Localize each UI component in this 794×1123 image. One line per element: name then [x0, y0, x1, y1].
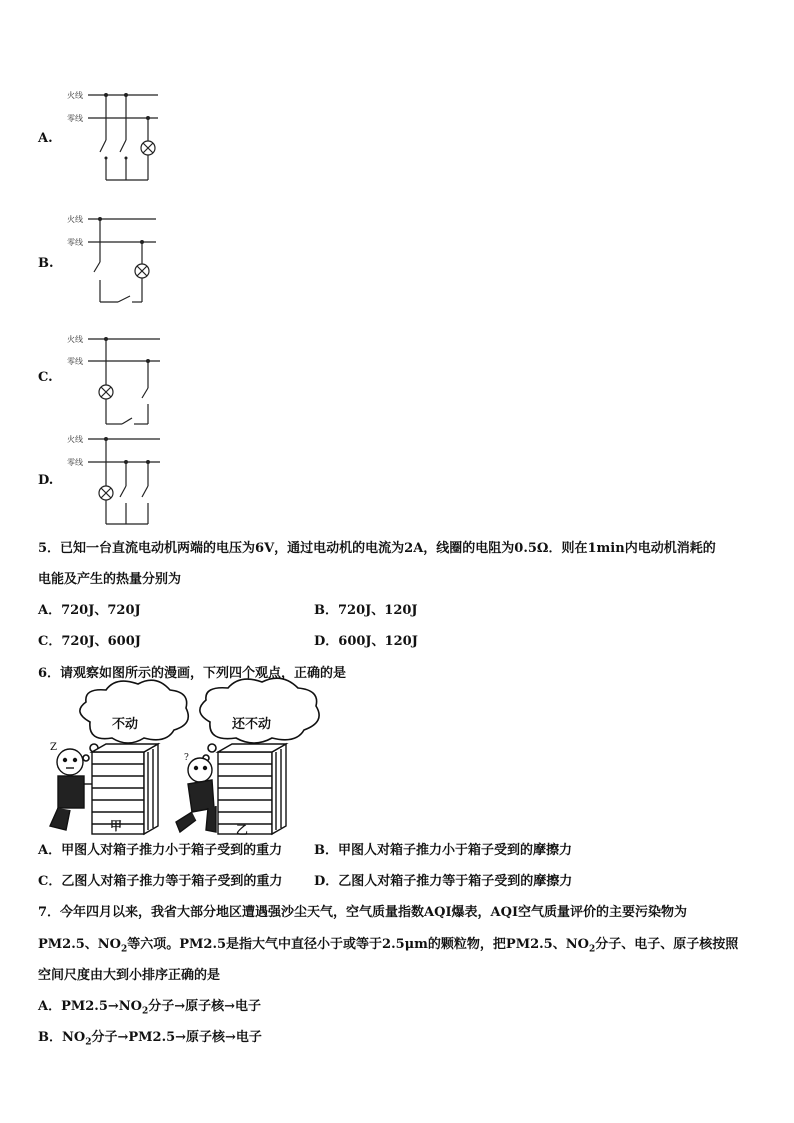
panel-label-jia: 甲 — [110, 819, 123, 833]
q7-line2-part2: 等六项。PM2.5是指大气中直径小于或等于2.5μm的颗粒物，把PM2.5、NO — [127, 937, 589, 952]
option-label: C. — [38, 370, 53, 385]
q7-line2-sub2: 2 — [588, 944, 596, 955]
q7-option-a-sub: 2 — [141, 1006, 149, 1017]
q7-line2-sub1: 2 — [121, 944, 128, 955]
q7-option-a[interactable] — [38, 999, 261, 1020]
q7-option-b[interactable] — [38, 1030, 262, 1051]
person-yi-icon — [176, 753, 216, 832]
crate-jia-icon — [92, 744, 158, 834]
neutral-wire-label: 零线 — [67, 238, 83, 247]
live-wire-label: 火线 — [67, 91, 83, 100]
q7-stem-line3: 空间尺度由大到小排序正确的是 — [38, 968, 221, 983]
q7-line2-part1: PM2.5、NO — [38, 937, 121, 952]
q7-stem-line2 — [38, 937, 738, 958]
q6-stem: 6．请观察如图所示的漫画，下列四个观点，正确的是 — [38, 666, 347, 681]
bubble-text-2: 还不动 — [232, 717, 272, 732]
q5-option-c[interactable]: C．720J、600J — [38, 634, 141, 649]
q5-stem-line1: 5．已知一台直流电动机两端的电压为6V，通过电动机的电流为2A，线圈的电阻为0.5Ω．则在1min内电动机消耗的 — [38, 541, 716, 556]
q7-stem-line1: 7．今年四月以来，我省大部分地区遭遇强沙尘天气，空气质量指数AQI爆表，AQI空气质量评价的主要污染物为 — [38, 905, 688, 920]
live-wire-label: 火线 — [67, 335, 83, 344]
q6-option-c[interactable]: C．乙图人对箱子推力等于箱子受到的重力 — [38, 874, 283, 889]
person-jia-icon — [50, 742, 94, 830]
q7-line2-part3: 分子、电子、原子核按照 — [595, 937, 739, 952]
q7-option-b-part1: B．NO — [38, 1030, 86, 1045]
crate-yi-icon — [218, 744, 286, 834]
neutral-wire-label: 零线 — [67, 357, 83, 366]
q7-option-b-sub: 2 — [85, 1037, 92, 1048]
q6-option-a[interactable]: A．甲图人对箱子推力小于箱子受到的重力 — [38, 843, 283, 858]
live-wire-label: 火线 — [67, 435, 83, 444]
neutral-wire-label: 零线 — [67, 458, 83, 467]
q5-stem-line2: 电能及产生的热量分别为 — [38, 572, 182, 587]
svg-text:?: ? — [184, 753, 189, 763]
option-label: D. — [38, 473, 54, 488]
q5-option-a[interactable]: A．720J、720J — [38, 603, 141, 618]
bubble-text-1: 不动 — [112, 717, 139, 732]
q5-option-b[interactable]: B．720J、120J — [314, 603, 418, 618]
live-wire-label: 火线 — [67, 215, 83, 224]
q7-option-b-part2: 分子→PM2.5→原子核→电子 — [91, 1030, 262, 1045]
svg-text:Z: Z — [50, 742, 57, 753]
panel-label-yi: 乙 — [236, 823, 249, 837]
q7-option-a-part1: A．PM2.5→NO — [38, 999, 142, 1014]
option-label: A. — [38, 131, 53, 146]
option-label: B. — [38, 256, 54, 271]
q6-option-d[interactable]: D．乙图人对箱子推力等于箱子受到的摩擦力 — [314, 874, 573, 889]
q7-option-a-part2: 分子→原子核→电子 — [148, 999, 262, 1014]
neutral-wire-label: 零线 — [67, 114, 83, 123]
q5-option-d[interactable]: D．600J、120J — [314, 634, 418, 649]
q6-option-b[interactable]: B．甲图人对箱子推力小于箱子受到的摩擦力 — [314, 843, 572, 858]
